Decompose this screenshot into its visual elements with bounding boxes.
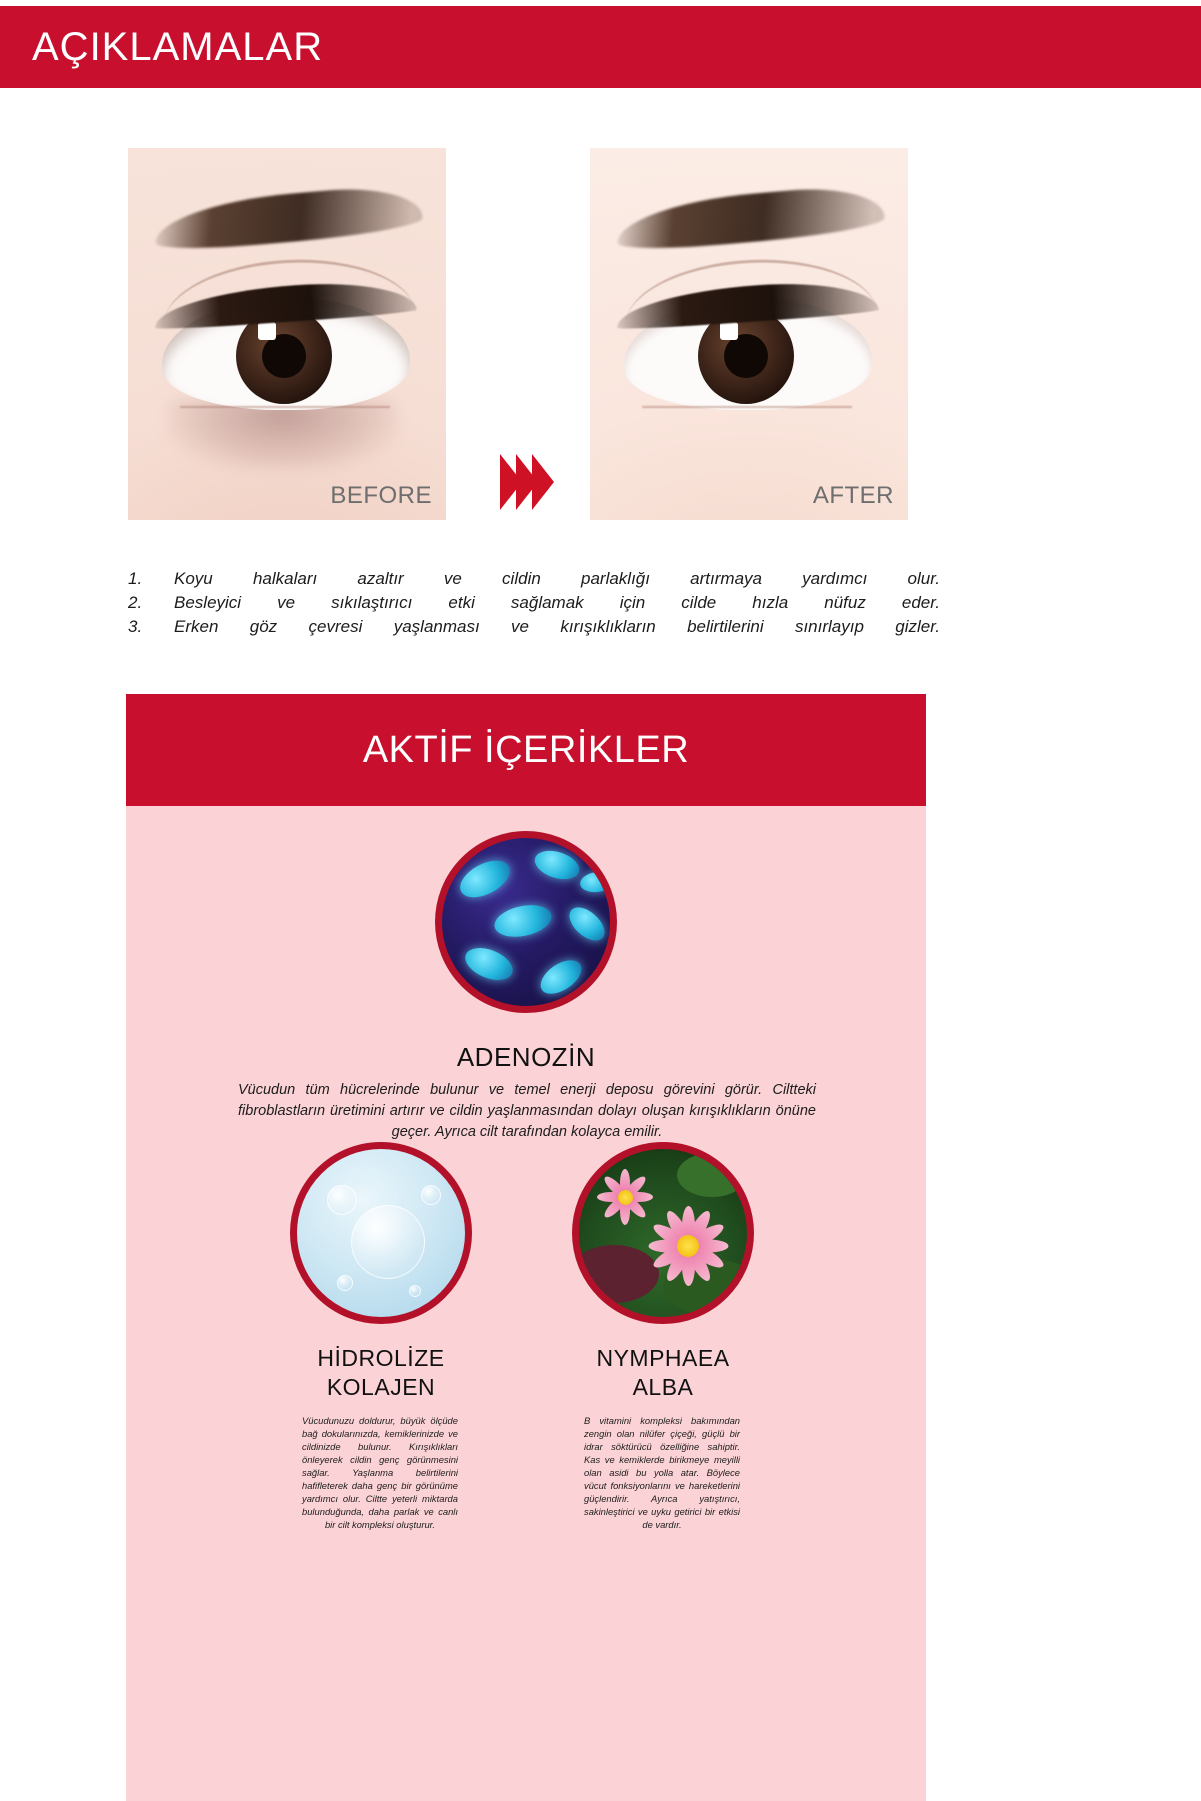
ingredient-name-nymphaea — [573, 1344, 753, 1402]
ingredient-name-line2: ALBA — [632, 1374, 694, 1400]
before-after-comparison — [0, 148, 1201, 524]
flower-center — [677, 1235, 699, 1257]
eye-glint — [258, 322, 276, 340]
water-lily-flower-image — [572, 1142, 754, 1324]
lily-flower-small — [595, 1167, 655, 1227]
cell-shape — [563, 901, 610, 947]
cell-shape — [454, 853, 516, 905]
cell-shape — [579, 870, 615, 895]
list-item-number: 3. — [128, 617, 143, 636]
list-item-text: Erken göz çevresi yaşlanması ve kırışıklıkların belirtilerini sınırlayıp gizler. — [174, 617, 940, 636]
after-label: AFTER — [812, 482, 894, 509]
cell-shape — [492, 900, 555, 941]
pupil-shape — [262, 334, 306, 378]
list-item-text: Besleyici ve sıkılaştırıcı etki sağlamak için cilde hızla nüfuz eder. — [174, 593, 940, 612]
ingredient-name-kolajen — [291, 1344, 471, 1402]
before-photo — [128, 148, 446, 520]
ingredient-description-adenozin: Vücudun tüm hücrelerinde bulunur ve temel enerji deposu görevini görür. Ciltteki fibroblastların üretimini artırır ve cildin yaşlanmasından dolayı oluşan kırışıklıkların önüne geçer. Ayrıca cilt tarafından kolayca emilir. — [238, 1082, 816, 1140]
list-item-text: Koyu halkaları azaltır ve cildin parlaklığı artırmaya yardımcı olur. — [174, 569, 940, 588]
bubble-shape — [421, 1185, 441, 1205]
list-item — [128, 592, 940, 614]
panel-header — [126, 694, 926, 806]
active-ingredients-panel — [126, 694, 926, 1801]
page-title: AÇIKLAMALAR — [32, 24, 324, 69]
lily-pad-shape — [677, 1153, 747, 1197]
lily-flower-large — [645, 1203, 731, 1289]
list-item — [128, 568, 940, 590]
ingredient-name-line1: HİDROLİZE — [317, 1345, 445, 1371]
list-item — [128, 616, 940, 638]
ingredient-description-kolajen: Vücudunuzu doldurur, büyük ölçüde bağ dokularınızda, kemiklerinizde ve cildinizde bulunur. Kırışıklıkları önleyerek cildin genç görünmesini sağlar. Yaşlanma belirtilerini hafifleterek daha genç bir görünüme yardımcı olur. Ciltte yeterli miktarda bulunduğunda, daha parlak ve canlı bir cilt kompleksi oluşturur. — [302, 1415, 458, 1530]
cell-shape — [531, 846, 583, 885]
pupil-shape — [724, 334, 768, 378]
list-item-number: 2. — [128, 593, 143, 612]
ingredient-name-line2: KOLAJEN — [326, 1374, 436, 1400]
before-label: BEFORE — [330, 482, 432, 509]
eye-glint — [720, 322, 738, 340]
flower-center — [618, 1190, 633, 1205]
cell-shape — [461, 942, 518, 987]
panel-title: AKTİF İÇERİKLER — [362, 728, 690, 771]
cell-shape — [535, 953, 588, 1000]
ingredient-description-nymphaea: B vitamini kompleksi bakımından zengin olan nilüfer çiçeği, güçlü bir idrar söktürücü özelliğine sahiptir. Kas ve kemiklerde birikmeye meyilli olan asidi bu yolla atar. Böylece vücut fonksiyonlarını ve hareketlerini güçlendirir. Ayrıca yatıştırıcı, sakinleştirici ve uyku getirici bir etkisi de vardır. — [584, 1415, 740, 1530]
list-item-number: 1. — [128, 569, 143, 588]
bubble-shape — [337, 1275, 353, 1291]
bubble-shape — [351, 1205, 425, 1279]
benefits-list — [128, 568, 940, 640]
page-header-banner — [0, 6, 1201, 88]
after-photo — [590, 148, 908, 520]
cells-microscope-image — [435, 831, 617, 1013]
double-chevron-right-icon — [500, 454, 554, 510]
water-bubble-image — [290, 1142, 472, 1324]
ingredient-name-line1: NYMPHAEA — [596, 1345, 730, 1371]
bubble-shape — [409, 1285, 421, 1297]
bubble-shape — [327, 1185, 357, 1215]
ingredient-name-adenozin: ADENOZİN — [456, 1042, 596, 1072]
